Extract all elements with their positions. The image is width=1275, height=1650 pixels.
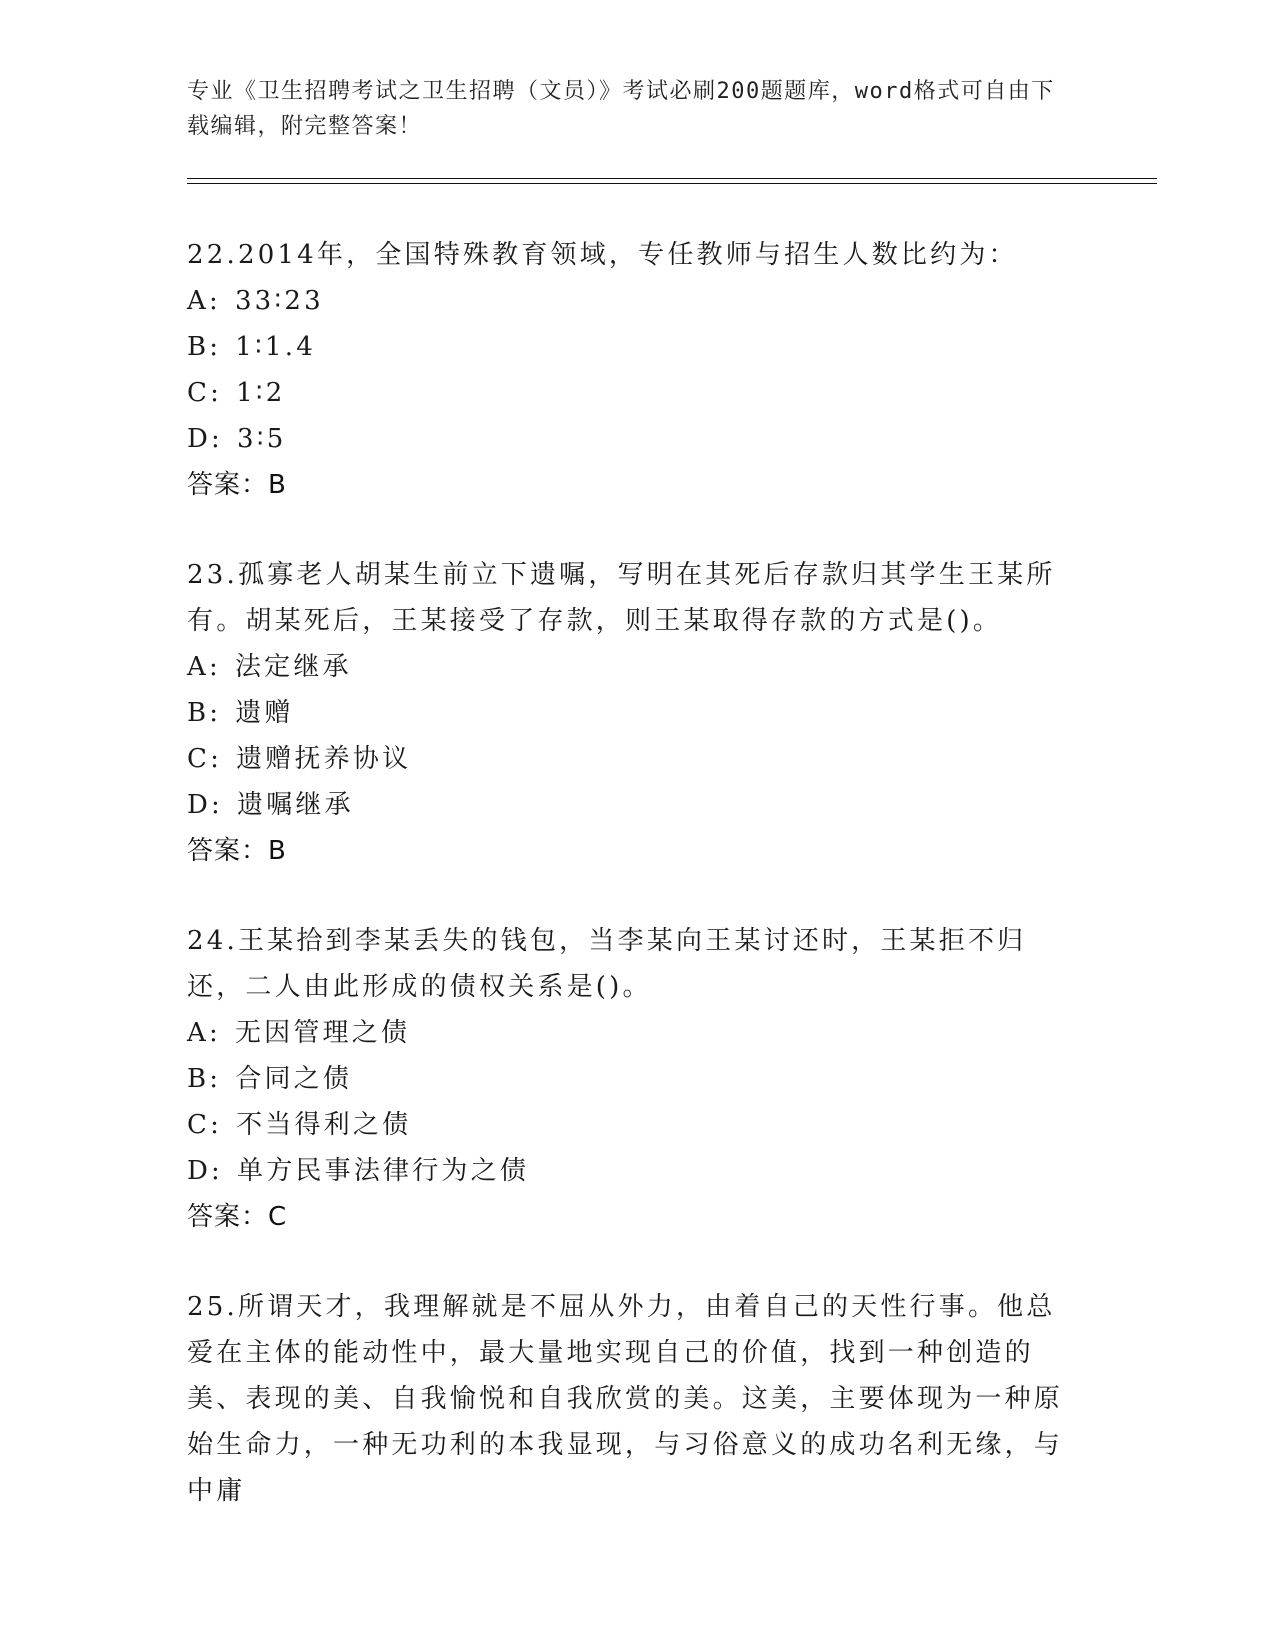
- question-stem: 25.所谓天才，我理解就是不屈从外力，由着自己的天性行事。他总爱在主体的能动性中，最大量地实现自己的价值，找到一种创造的美、表现的美、自我愉悦和自我欣赏的美。这美，主要体现为一种原始生命力，一种无功利的本我显现，与习俗意义的成功名利无缘，与中庸: [187, 1292, 1064, 1506]
- option-b: [187, 1056, 1077, 1102]
- option-key: D:: [187, 790, 224, 820]
- question-list: [187, 232, 1077, 1558]
- option-text: 3∶5: [237, 424, 287, 454]
- option-a: [187, 1010, 1077, 1056]
- option-d: [187, 1148, 1077, 1194]
- option-key: C:: [187, 1110, 223, 1140]
- question-stem: 24.王某拾到李某丢失的钱包，当李某向王某讨还时，王某拒不归还，二人由此形成的债权关系是()。: [187, 926, 1027, 1002]
- option-a: [187, 278, 1077, 324]
- header-divider-bottom: [187, 183, 1157, 184]
- header-divider-top: [187, 178, 1157, 179]
- option-d: [187, 782, 1077, 828]
- option-b: [187, 690, 1077, 736]
- option-text: 合同之债: [235, 1064, 353, 1094]
- option-text: 法定继承: [234, 652, 352, 682]
- option-c: [187, 1102, 1077, 1148]
- answer-line: 答案：C: [187, 1202, 288, 1232]
- option-text: 1∶2: [236, 378, 286, 408]
- option-text: 无因管理之债: [234, 1018, 411, 1048]
- option-key: B:: [187, 1064, 222, 1094]
- question-25: [187, 1284, 1077, 1514]
- option-key: B:: [187, 698, 222, 728]
- option-text: 不当得利之债: [236, 1110, 412, 1140]
- option-key: C:: [187, 744, 223, 774]
- option-c: [187, 370, 1077, 416]
- option-text: 33∶23: [234, 286, 324, 316]
- option-text: 遗赠抚养协议: [236, 744, 412, 774]
- answer-line: 答案：B: [187, 470, 287, 500]
- option-text: 遗嘱继承: [237, 790, 354, 820]
- answer-line: 答案：B: [187, 836, 287, 866]
- option-key: A:: [187, 286, 221, 316]
- question-23: [187, 552, 1077, 874]
- option-key: B:: [187, 332, 222, 362]
- option-text: 1∶1.4: [235, 332, 316, 362]
- option-key: D:: [187, 424, 224, 454]
- option-c: [187, 736, 1077, 782]
- option-d: [187, 416, 1077, 462]
- document-header: 专业《卫生招聘考试之卫生招聘（文员）》考试必刷200题题库，word格式可自由下载编辑，附完整答案！: [187, 79, 1055, 139]
- option-text: 单方民事法律行为之债: [237, 1156, 530, 1186]
- question-stem: 23.孤寡老人胡某生前立下遗嘱，写明在其死后存款归其学生王某所有。胡某死后，王某接受了存款，则王某取得存款的方式是()。: [187, 560, 1056, 636]
- option-key: D:: [187, 1156, 224, 1186]
- option-key: A:: [187, 1018, 221, 1048]
- option-a: [187, 644, 1077, 690]
- option-b: [187, 324, 1077, 370]
- option-text: 遗赠: [235, 698, 294, 728]
- question-22: [187, 232, 1077, 508]
- option-key: A:: [187, 652, 221, 682]
- question-stem: 22.2014年，全国特殊教育领域，专任教师与招生人数比约为：: [187, 240, 1018, 270]
- question-24: [187, 918, 1077, 1240]
- option-key: C:: [187, 378, 223, 408]
